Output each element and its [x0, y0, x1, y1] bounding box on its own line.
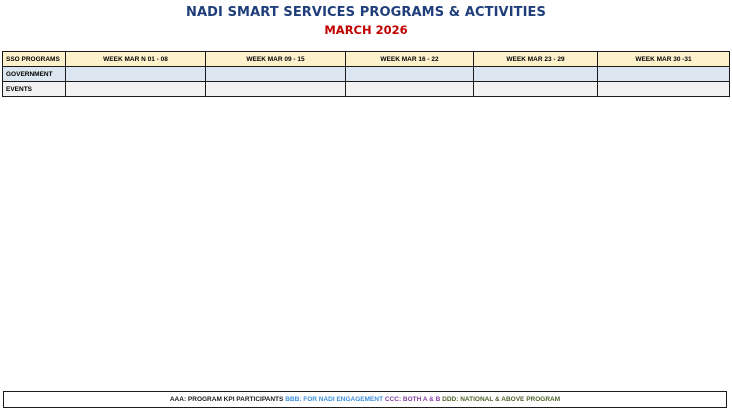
- legend-aaa: AAA: PROGRAM KPI PARTICIPANTS: [169, 396, 284, 403]
- column-header-week-2: WEEK MAR 09 - 15: [206, 52, 346, 67]
- legend-bar: [3, 391, 727, 408]
- table-cell[interactable]: [66, 67, 206, 82]
- table-cell[interactable]: [346, 67, 474, 82]
- table-row-government: [3, 67, 730, 82]
- table-cell[interactable]: [474, 82, 598, 97]
- table-cell[interactable]: [598, 67, 730, 82]
- column-header-week-3: WEEK MAR 16 - 22: [346, 52, 474, 67]
- legend-bbb: BBB: FOR NADI ENGAGEMENT: [285, 396, 384, 403]
- table-cell[interactable]: [66, 82, 206, 97]
- column-header-sso-programs: SSO PROGRAMS: [3, 52, 66, 67]
- schedule-table: [2, 51, 730, 97]
- table-cell[interactable]: [346, 82, 474, 97]
- page-title: NADI SMART SERVICES PROGRAMS & ACTIVITIES: [185, 5, 546, 20]
- row-label-government: GOVERNMENT: [3, 67, 66, 82]
- legend-ccc: CCC: BOTH A & B: [384, 396, 441, 403]
- row-label-events: EVENTS: [3, 82, 66, 97]
- column-header-week-1: WEEK MAR N 01 - 08: [66, 52, 206, 67]
- table-header-row: [3, 52, 730, 67]
- page-subtitle: MARCH 2026: [324, 23, 408, 37]
- table-cell[interactable]: [474, 67, 598, 82]
- table-cell[interactable]: [206, 67, 346, 82]
- legend-ddd: DDD: NATIONAL & ABOVE PROGRAM: [442, 396, 561, 403]
- column-header-week-4: WEEK MAR 23 - 29: [474, 52, 598, 67]
- table-cell[interactable]: [206, 82, 346, 97]
- table-cell[interactable]: [598, 82, 730, 97]
- table-row-events: [3, 82, 730, 97]
- column-header-week-5: WEEK MAR 30 -31: [598, 52, 730, 67]
